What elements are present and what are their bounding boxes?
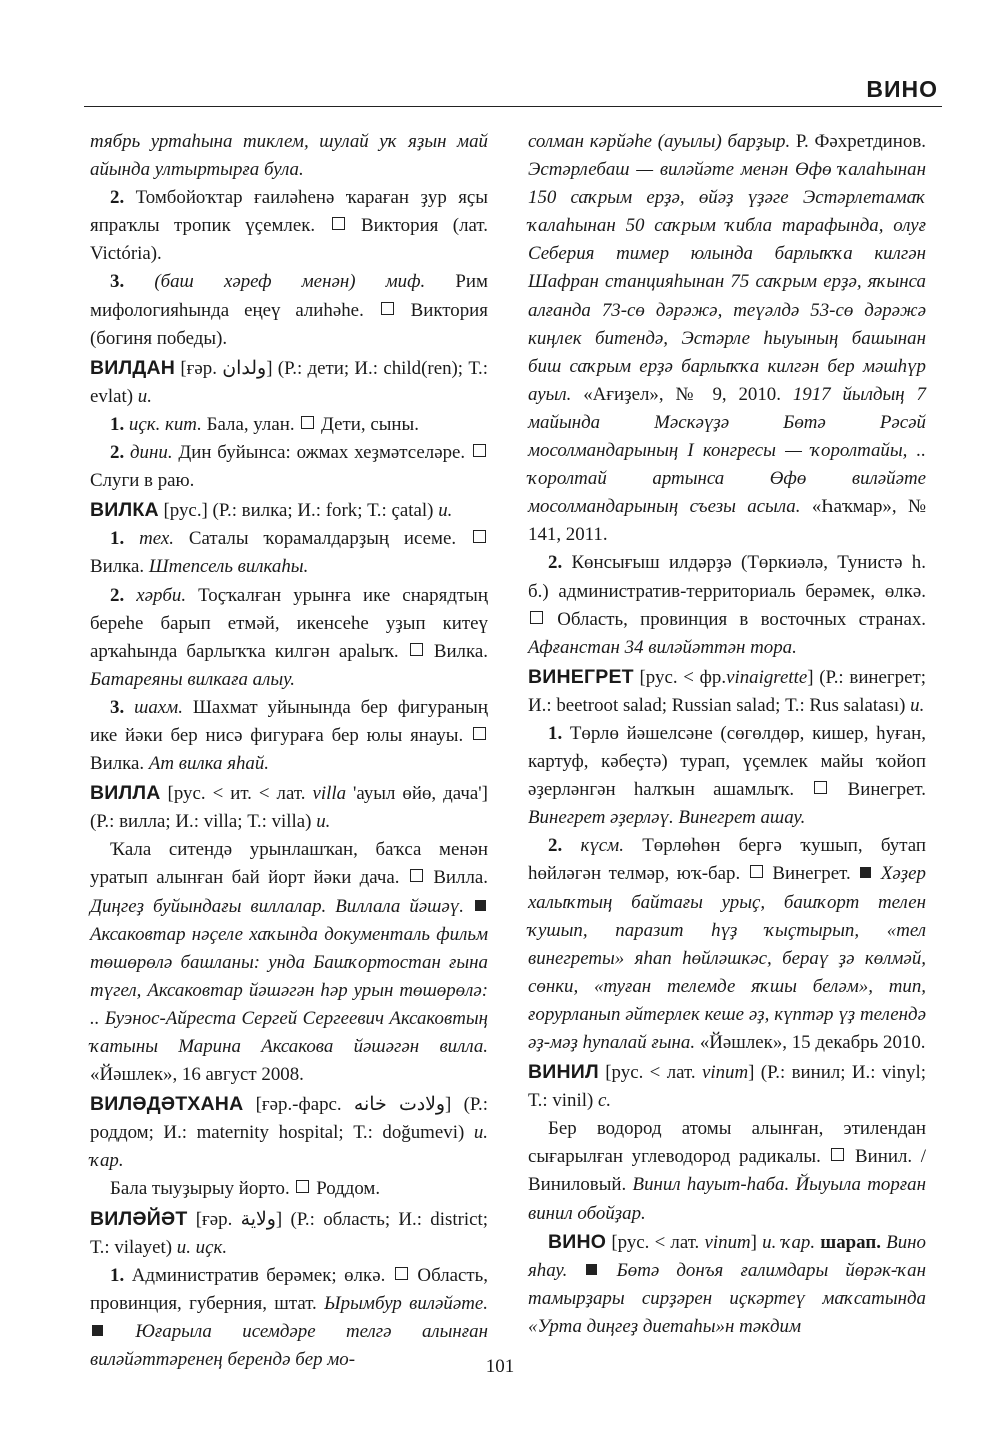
headword: ВИНИЛ xyxy=(528,1061,599,1084)
etymology: [рус.] (Р.: вилка; И.: fork; Т.: çatal) xyxy=(163,500,434,522)
translation: Роддом. xyxy=(316,1178,381,1200)
part-of-speech: с. xyxy=(598,1090,612,1112)
part-of-speech: и. ҡар. xyxy=(762,1231,816,1253)
sense-number: 2. xyxy=(110,187,125,209)
etymology: [ғәр.-фарс. ولادت خانه] (Р.: роддом; И.: maternity hospital; Т.: doğumevi) xyxy=(90,1094,488,1144)
translation: Слуги в раю. xyxy=(90,470,195,492)
definition: Томбойоҡтар ғаиләһенә ҡараған ҙур яҫы япраҡлы тропик үҫемлек. xyxy=(90,187,488,237)
open-square-icon xyxy=(530,611,543,624)
open-square-icon xyxy=(395,1267,408,1280)
entry-vinegret xyxy=(528,663,926,720)
definition: Көнсығыш илдәрҙә (Төркиәлә, Тунистә һ. б.) административ-территориаль берәмек, өлкә. xyxy=(528,552,926,602)
etymology: [рус. < ит. < лат. xyxy=(167,783,306,805)
open-square-icon xyxy=(473,444,486,457)
citation-quote: Хәҙер халыҡтың байтағы урыҫ, башҡорт телен ҡушып, паразит һүҙ ҡыҫтырып, «тел винегреты» яһап һөйләшкәс, бераү ҙә көлмәй, сөнки, «туған телемде яҡшы беләм», тип, ғорурланып әйтерлек кеше әҙ, күптәр үҙ телендә әҙ-мәҙ һупалай ғына. xyxy=(528,863,926,1053)
open-square-icon xyxy=(381,302,394,315)
sense-paragraph xyxy=(90,184,488,268)
definition: Административ берәмек; өлкә. xyxy=(131,1264,386,1286)
definition: Бала, улан. xyxy=(206,413,295,435)
citation-quote: 1917 йылдың 7 майында Мәскәүҙә Бөтә Рәсәй мосолмандарының I конгресы — ҡоролтайы, .. ҡоролтай артынса Өфө виләйәте мосолмандарының съезы асыла. xyxy=(528,383,926,518)
etymology: [рус. < лат. xyxy=(611,1231,700,1253)
definition: Дин буйынса: ожмах хеҙмәтселәре. xyxy=(178,442,466,464)
sense-number: 2. xyxy=(548,552,563,574)
entry-vino xyxy=(528,1228,926,1341)
citation-quote: Юғарыла исемдәре телгә алынған виләйәттәренең берендә бер мо- xyxy=(90,1320,488,1371)
part-of-speech: и. xyxy=(137,385,152,407)
translation: Вилка. xyxy=(433,640,488,662)
sense-paragraph xyxy=(90,525,488,581)
sense-number: 3. xyxy=(110,696,125,718)
usage-label: күсм. xyxy=(580,835,624,857)
usage-label: (баш хәреф менән) миф. xyxy=(154,271,426,293)
sense-number: 1. xyxy=(110,1264,125,1286)
entry-villa xyxy=(90,779,488,836)
example: Винил һауыт-һаба. Йыуыла торған винил обойҙар. xyxy=(528,1174,926,1224)
translation: Виктория (лат. Victória). xyxy=(90,215,488,265)
translation: Область, провинция, губерния, штат. xyxy=(90,1264,488,1314)
header-rule xyxy=(84,106,942,107)
entry-vildatkhana xyxy=(90,1090,488,1175)
etymon: vinaigrette xyxy=(726,666,808,688)
headword: ВИЛДАН xyxy=(90,356,176,379)
filled-square-icon xyxy=(586,1264,597,1275)
definition: Рим мифологияһында еңеү алиһәһе. xyxy=(90,271,488,321)
part-of-speech: и. xyxy=(910,694,925,716)
etymology: ] xyxy=(750,1231,757,1253)
filled-square-icon xyxy=(92,1325,103,1336)
open-square-icon xyxy=(473,727,486,740)
headword: ВИЛӘЙӘТ xyxy=(90,1207,188,1230)
sense-paragraph xyxy=(90,582,488,694)
example: Ырымбур виләйәте. xyxy=(324,1292,488,1314)
open-square-icon xyxy=(410,869,423,882)
sense-paragraph xyxy=(90,694,488,778)
sense-paragraph xyxy=(528,832,926,1057)
open-square-icon xyxy=(296,1180,309,1193)
open-square-icon xyxy=(301,416,314,429)
sense-number: 1. xyxy=(110,528,125,550)
citation-quote: солман кәрйәһе (ауылы) барҙыр. xyxy=(528,131,791,152)
translation: Вилла. xyxy=(433,867,488,889)
etymology: [ғәр. ولاية] (Р.: область; И.: district; Т.: vilayet) xyxy=(90,1208,488,1258)
etymology: [рус. < фр. xyxy=(639,666,727,688)
definition: Төрлөһөн бергә ҡушып, бутап һөйләгән телмәр, юҡ-бар. xyxy=(528,835,926,885)
entry-vinil xyxy=(528,1058,926,1115)
citation-quote: Эстәрлебаш — виләйәте менән Өфө ҡалаһынан 150 саҡрым ерҙә, өйәҙ үҙәге Эстәрлетамаҡ ҡалаһынан 50 саҡрым ҡибла тарафында, олуғ Себерия тимер юлында барлыҡҡа килгән Шафран станцияһынан 75 саҡрым ерҙә, яҡынса алғанда 73-сө дәрәжә, теүәлдә 53-сө дәрәжә киңлек битендә, Эстәрле һыуының башынан биш саҡрым ерҙә барлыҡҡа килгән бер мәшһүр ауыл. xyxy=(528,159,926,405)
translation: Винил. / Виниловый. xyxy=(528,1146,926,1196)
sense-paragraph xyxy=(90,439,488,495)
sense-paragraph xyxy=(528,549,926,661)
headword: ВИЛЛА xyxy=(90,782,161,805)
entry-vilka xyxy=(90,496,488,525)
sense-paragraph xyxy=(90,1175,488,1203)
headword: ВИЛӘДӘТХАНА xyxy=(90,1093,244,1116)
part-of-speech: и. xyxy=(438,500,453,522)
sense-paragraph xyxy=(528,720,926,832)
example: Вино яһау. xyxy=(528,1231,926,1281)
sense-paragraph xyxy=(90,268,488,352)
usage-label: дини. xyxy=(130,442,173,464)
definition: Ҡала ситендә урынлашҡан, баҡса менән уратып алынған бай йорт йәки дача. xyxy=(90,839,488,889)
example: Батареяны вилкаға алыу. xyxy=(90,668,296,690)
part-of-speech: и. ҡар. xyxy=(90,1122,488,1172)
entry-vildan xyxy=(90,354,488,411)
translation: Дети, сыны. xyxy=(321,413,419,435)
translation: Виктория (богиня победы). xyxy=(90,299,488,349)
definition: Саталы ҡорамалдарҙың исеме. xyxy=(188,528,457,550)
headword: ВИЛКА xyxy=(90,499,159,522)
headword: ВИНО xyxy=(548,1230,607,1253)
citation-source: Р. Фәхретдинов. xyxy=(795,131,926,152)
part-of-speech: и. xyxy=(316,811,331,833)
part-of-speech: и. иҫк. xyxy=(176,1236,228,1258)
filled-square-icon xyxy=(475,900,486,911)
filled-square-icon xyxy=(860,867,871,878)
sense-number: 1. xyxy=(548,722,563,744)
translation: Винегрет. xyxy=(847,779,926,801)
open-square-icon xyxy=(814,781,827,794)
example: Ат вилка яһай. xyxy=(148,753,270,775)
sense-number: 1. xyxy=(110,413,125,435)
sense-number: 2. xyxy=(110,442,125,464)
sense-number: 2. xyxy=(110,584,125,606)
open-square-icon xyxy=(332,217,345,230)
definition: Төрлө йәшелсәне (сөгөлдөр, кишер, һуған, картуф, кәбеҫтә) турап, үҫемлек майы ҡойоп әҙерләнгән һалҡын ашамлыҡ. xyxy=(528,722,927,801)
citation-source: «Йәшлек», 15 декабрь 2010. xyxy=(699,1032,926,1053)
definition: Шахмат уйынында бер фигураның ике йәки бер нисә фигураға бер юлы янауы. xyxy=(90,696,488,746)
example: Штепсель вилкаһы. xyxy=(148,556,309,578)
translation: Область, провинция в восточных странах. xyxy=(557,608,926,630)
translation: Винегрет. xyxy=(772,863,851,885)
open-square-icon xyxy=(750,865,763,878)
etymology: ] (Р.: винил; И.: vinyl; Т.: vinil) xyxy=(528,1062,926,1112)
usage-label: иҫк. кит. xyxy=(128,413,202,435)
entry-vilayat xyxy=(90,1205,488,1262)
running-head: ВИНО xyxy=(866,76,938,102)
headword: ВИНЕГРЕТ xyxy=(528,665,634,688)
open-square-icon xyxy=(410,643,423,656)
open-square-icon xyxy=(831,1148,844,1161)
continued-example: тябрь уртаһына тиклем, шулай уҡ яҙын май айында ултыртырға була. xyxy=(90,131,488,181)
sense-number: 3. xyxy=(110,271,125,293)
open-square-icon xyxy=(473,530,486,543)
sense-paragraph xyxy=(90,411,488,439)
definition: Бер водород атомы алынған, этилендан сығарылған углеводород радикалы. xyxy=(528,1118,926,1168)
usage-label: шахм. xyxy=(134,696,183,718)
translation: Вилка. xyxy=(90,753,145,775)
citation-source: «Һаҡмар», № 141, 2011. xyxy=(528,496,926,546)
citation-quote: Аксаковтар нәҫеле хаҡында документаль фильм төшөрөлә башланы: унда Башҡортостан ғына түгел, Аксаковтар йәшәгән һәр урын төшөрөлә: .. Буэнос-Айреста Сергей Сергеевич Аксаковтың ҡатыны Марина Аксакова йәшәгән вилла. xyxy=(90,923,488,1057)
citation-source: «Ағиҙел», № 9, 2010. xyxy=(583,383,781,405)
definition: Тоҫҡалған урынға ике снарядтың береһе барып етмәй, икенсеһе уҙып китеү арҡаһында барлыҡҡа килгән араlыҡ. xyxy=(90,584,488,662)
left-column xyxy=(90,128,488,1374)
sense-paragraph xyxy=(90,836,488,1089)
right-column xyxy=(528,128,926,1341)
etymology: [ғәр. ولدان] (Р.: дети; И.: child(ren); Т.: evlat) xyxy=(90,357,488,407)
definition: Бала тыуҙырыу йорто. xyxy=(110,1178,290,1200)
usage-label: хәрби. xyxy=(136,584,187,606)
example: Винегрет әҙерләү. Винегрет ашау. xyxy=(528,807,806,829)
etymon: villa xyxy=(312,783,347,805)
citation-quote: Бөтә донъя ғалимдары йөрәк-ҡан тамырҙары сирҙәрен иҫкәртеү маҡсатында «Урта диңгеҙ диетаһы»н тәкдим xyxy=(528,1259,926,1337)
example: Диңгеҙ буйындағы виллалар. Виллала йәшәү. xyxy=(90,895,464,917)
etymon: vinum xyxy=(701,1062,749,1084)
translation: Вилка. xyxy=(90,556,145,578)
continued-citation xyxy=(528,128,926,549)
etymology: ] (Р.: винегрет; И.: beetroot salad; Russian salad; Т.: Rus salatası) xyxy=(528,666,927,716)
etymology: 'ауыл өйө, дача'] (Р.: вилла; И.: villa; Т.: villa) xyxy=(90,783,488,833)
citation-source: «Йәшлек», 16 август 2008. xyxy=(90,1064,304,1086)
usage-label: тех. xyxy=(139,528,174,550)
sense-paragraph xyxy=(528,1115,926,1227)
page-number: 101 xyxy=(485,1356,515,1377)
example: Афғанстан 34 виләйәттән тора. xyxy=(528,636,797,658)
sense-number: 2. xyxy=(548,835,563,857)
cross-reference: шарап. xyxy=(820,1231,881,1253)
etymology: [рус. < лат. xyxy=(605,1062,696,1084)
etymon: vinum xyxy=(704,1231,751,1253)
